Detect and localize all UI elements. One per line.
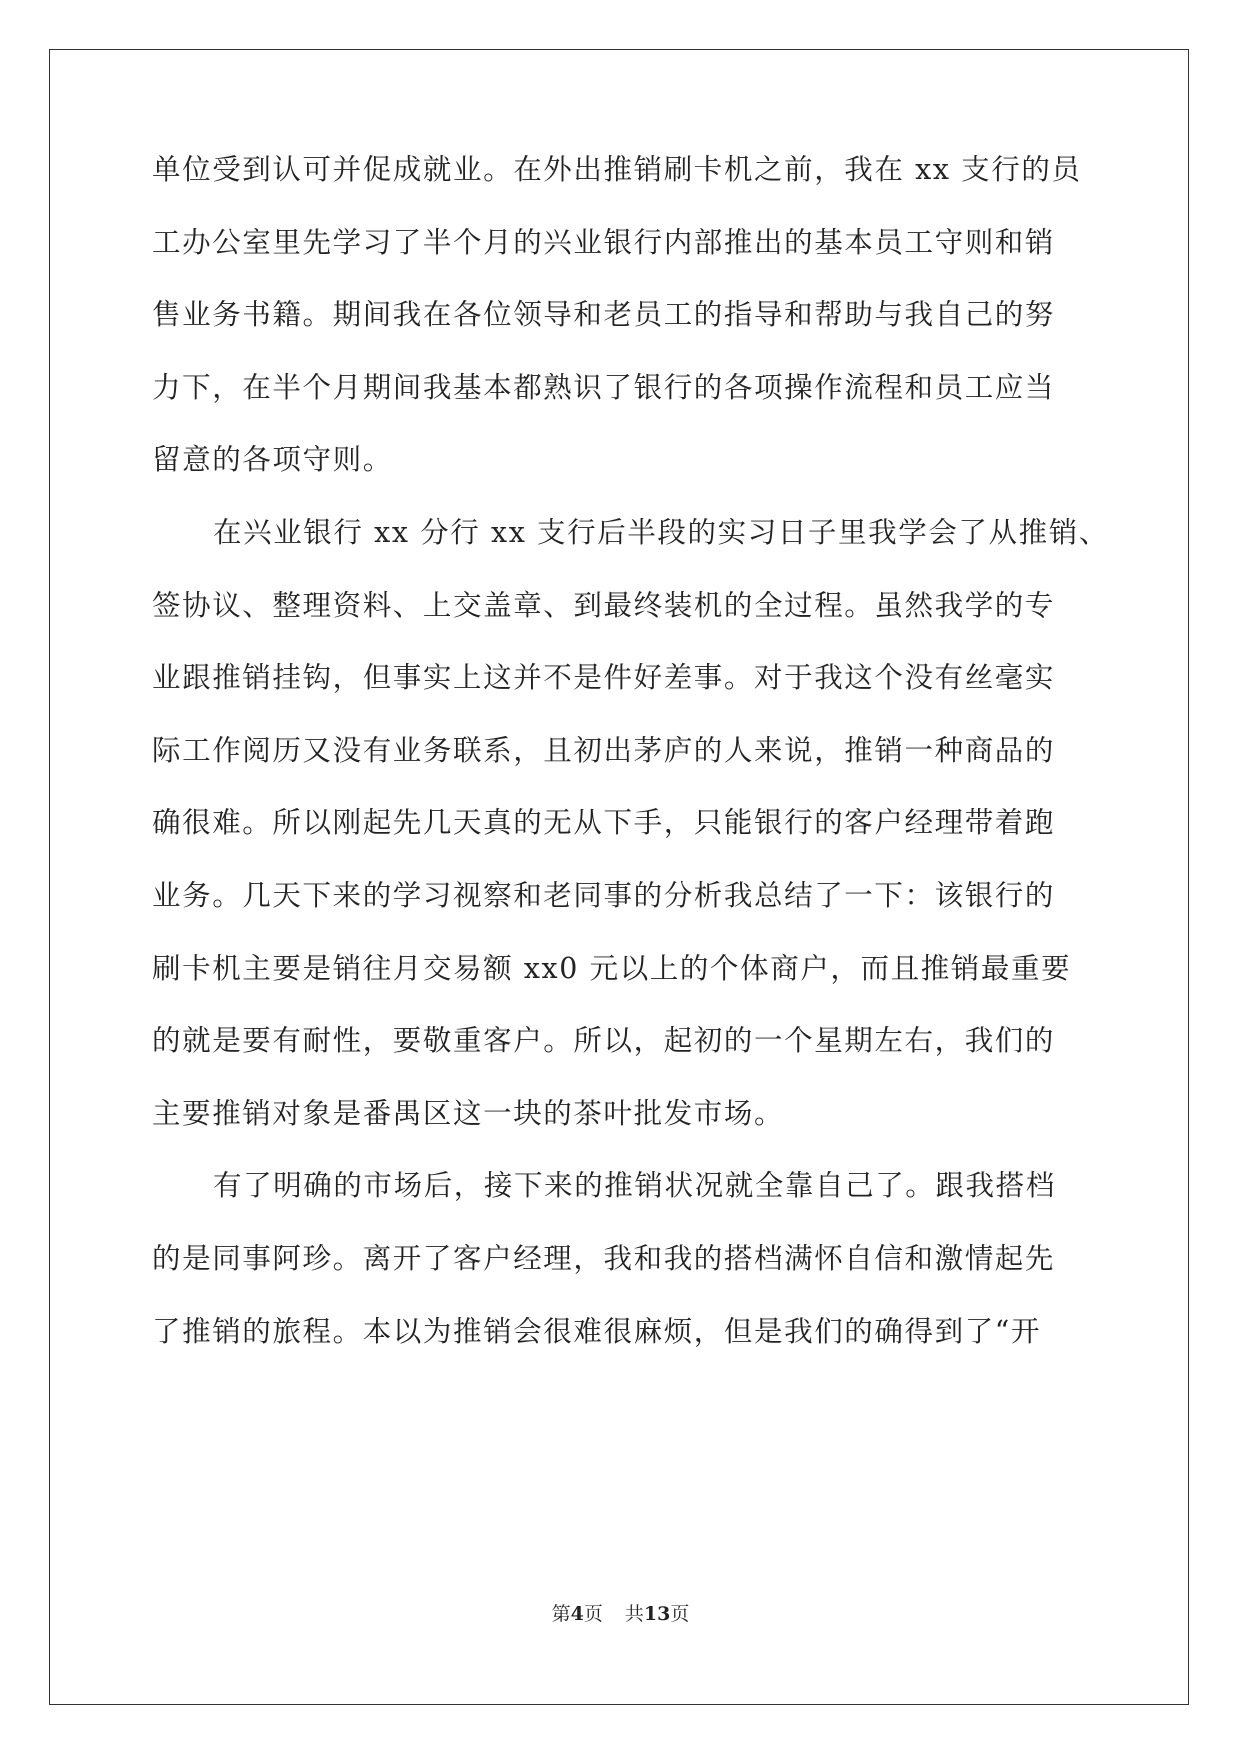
text-line: 工办公室里先学习了半个月的兴业银行内部推出的基本员工守则和销 — [152, 226, 1056, 259]
text-line: 留意的各项守则。 — [152, 443, 393, 476]
text-line: 有了明确的市场后，接下来的推销状况就全靠自己了。跟我搭档 — [213, 1169, 1056, 1202]
text-line: 际工作阅历又没有业务联系，且初出茅庐的人来说，推销一种商品的 — [152, 734, 1056, 767]
footer-page-prefix: 第 — [551, 1603, 571, 1625]
footer-total-pages: 13 — [643, 1603, 671, 1625]
text-line: 力下，在半个月期间我基本都熟识了银行的各项操作流程和员工应当 — [152, 371, 1056, 404]
text-line: 刷卡机主要是销往月交易额 xx0 元以上的个体商户，而且推销最重要 — [152, 952, 1072, 985]
text-line: 了推销的旅程。本以为推销会很难很麻烦，但是我们的确得到了“开 — [152, 1315, 1042, 1348]
text-line: 售业务书籍。期间我在各位领导和老员工的指导和帮助与我自己的努 — [152, 298, 1056, 331]
footer-page-suffix: 页 — [583, 1603, 603, 1625]
text-line: 单位受到认可并促成就业。在外出推销刷卡机之前，我在 xx 支行的员 — [152, 153, 1082, 186]
text-line: 业务。几天下来的学习视察和老同事的分析我总结了一下：该银行的 — [152, 879, 1056, 912]
page-footer — [0, 1602, 1241, 1626]
footer-total-suffix: 页 — [670, 1603, 690, 1625]
text-line: 确很难。所以刚起先几天真的无从下手，只能银行的客户经理带着跑 — [152, 806, 1056, 839]
text-line: 主要推销对象是番禺区这一块的茶叶批发市场。 — [152, 1097, 785, 1130]
footer-page-number: 4 — [570, 1603, 584, 1625]
text-line: 签协议、整理资料、上交盖章、到最终装机的全过程。虽然我学的专 — [152, 589, 1056, 622]
text-line: 业跟推销挂钩，但事实上这并不是件好差事。对于我这个没有丝毫实 — [152, 661, 1056, 694]
text-line: 的就是要有耐性，要敬重客户。所以，起初的一个星期左右，我们的 — [152, 1024, 1056, 1057]
text-line: 在兴业银行 xx 分行 xx 支行后半段的实习日子里我学会了从推销、 — [213, 516, 1109, 549]
footer-total-prefix: 共 — [624, 1603, 644, 1625]
text-line: 的是同事阿珍。离开了客户经理，我和我的搭档满怀自信和激情起先 — [152, 1242, 1056, 1275]
